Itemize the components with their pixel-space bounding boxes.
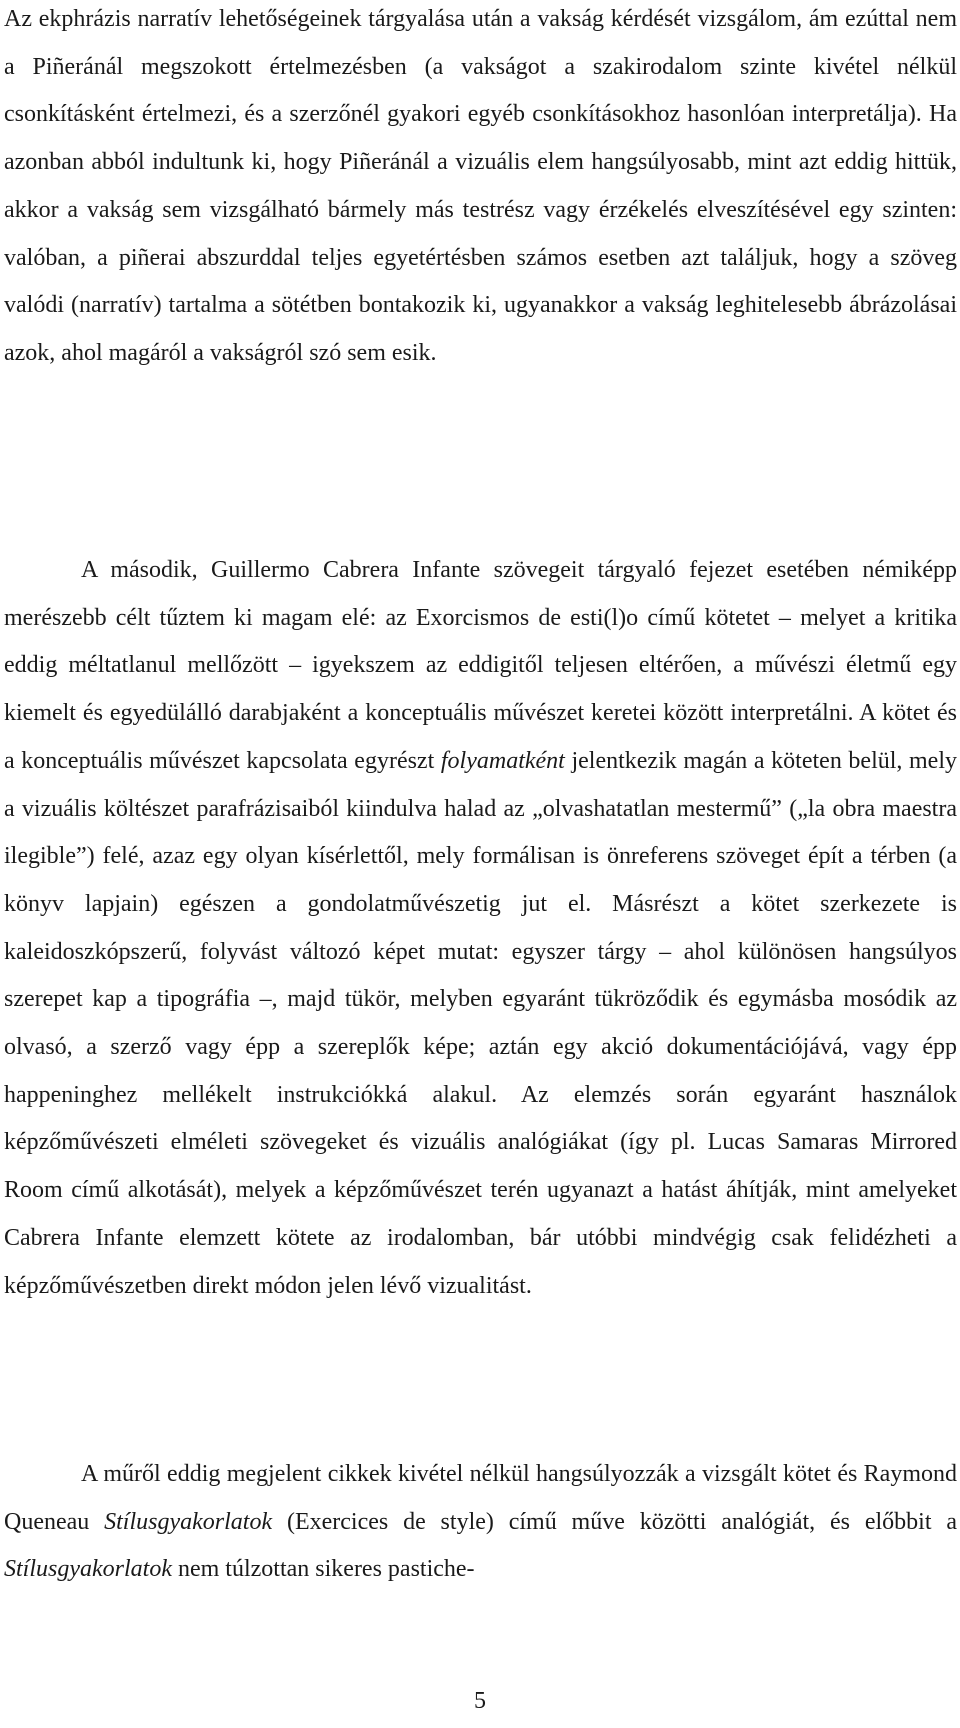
paragraph-cabrera-infante-text-2: jelentkezik magán a köteten belül, mely a vizuális költészet parafrázisaiból kiindulva halad az „olvashatatlan mestermű” („la obra maestra ilegible”) felé, azaz egy olyan kísérlettől, mely formálisan is önreferens szöveget épít a térben (a könyv lapjain) egészen a gondolatművészetig jut el. Másrészt a kötet szerkezete is kaleidoszkópszerű, folyvást változó képet mutat: egyszer tárgy – ahol különösen hangsúlyos szerepet kap a tipográfia –, majd tükör, melyben egyaránt tükröződik és egymásba mosódik az olvasó, a szerző vagy épp a szereplők képe; aztán egy akció dokumentációjává, vagy épp happeninghez mellékelt instrukciókká alakul. Az elemzés során egyaránt használok képzőművészeti elméleti szövegeket és vizuális analógiákat (így pl. Lucas Samaras Mirrored Room című alkotását), melyek a képzőművészet terén ugyanazt a hatást áhítják, mint amelyeket Cabrera Infante elemzett kötete az irodalomban, bár utóbbi mindvégig csak felidézheti a képzőművészetben direkt módon jelen lévő vizualitást. xyxy=(4,747,958,1299)
paragraph-queneau-text-1: A műről eddig megjelent cikkek kivétel nélkül hangsúlyozzák a vizsgált kötet és Raymond Queneau xyxy=(4,1461,957,1535)
paragraph-cabrera-infante-text-1: A második, Guillermo Cabrera Infante szövegeit tárgyaló fejezet esetében némiképp merészebb célt tűztem ki magam elé: az Exorcismos de esti(l)o című kötetet – melyet a kritika eddig méltatlanul mellőzött – igyekszem az eddigitől teljesen eltérően, a művészi életmű egy kiemelt és egyedülálló darabjaként a konceptuális művészet keretei között interpretálni. A kötet és a konceptuális művészet kapcsolata egyrészt xyxy=(4,557,957,774)
paragraph-vaksag-text: Az ekphrázis narratív lehetőségeinek tárgyalása után a vakság kérdését vizsgálom, ám ezúttal nem a Piñeránál megszokott értelmezésben (a vakságot a szakirodalom szinte kivétel nélkül csonkításként értelmezi, és a szerzőnél gyakori egyéb csonkításokhoz hasonlóan interpretálja). Ha azonban abból indultunk ki, hogy Piñeránál a vizuális elem hangsúlyosabb, mint azt eddig hittük, akkor a vakság sem vizsgálható bármely más testrész vagy érzékelés elveszítésével egy szinten: valóban, a piñerai abszurddal teljes egyetértésben számos esetben azt találjuk, hogy a szöveg valódi (narratív) tartalma a sötétben bontakozik ki, ugyanakkor a vakság leghitelesebb ábrázolásai azok, ahol magáról a vakságról szó sem esik. xyxy=(4,6,957,366)
emphasis-stilusgyakorlatok-2: Stílusgyakorlatok xyxy=(4,1556,172,1583)
paragraph-queneau xyxy=(4,1451,957,1594)
emphasis-stilusgyakorlatok-1: Stílusgyakorlatok xyxy=(104,1508,273,1535)
paragraph-vaksag xyxy=(4,0,957,378)
page-number: 5 xyxy=(474,1688,486,1714)
paragraph-queneau-text-2: (Exercices de style) című műve közötti analógiát, és előbbit a xyxy=(272,1508,957,1535)
emphasis-folyamatkent: folyamatként xyxy=(440,747,565,774)
paragraph-queneau-text-3: nem túlzottan sikeres pastiche- xyxy=(171,1556,475,1583)
paragraph-cabrera-infante xyxy=(4,547,957,1310)
